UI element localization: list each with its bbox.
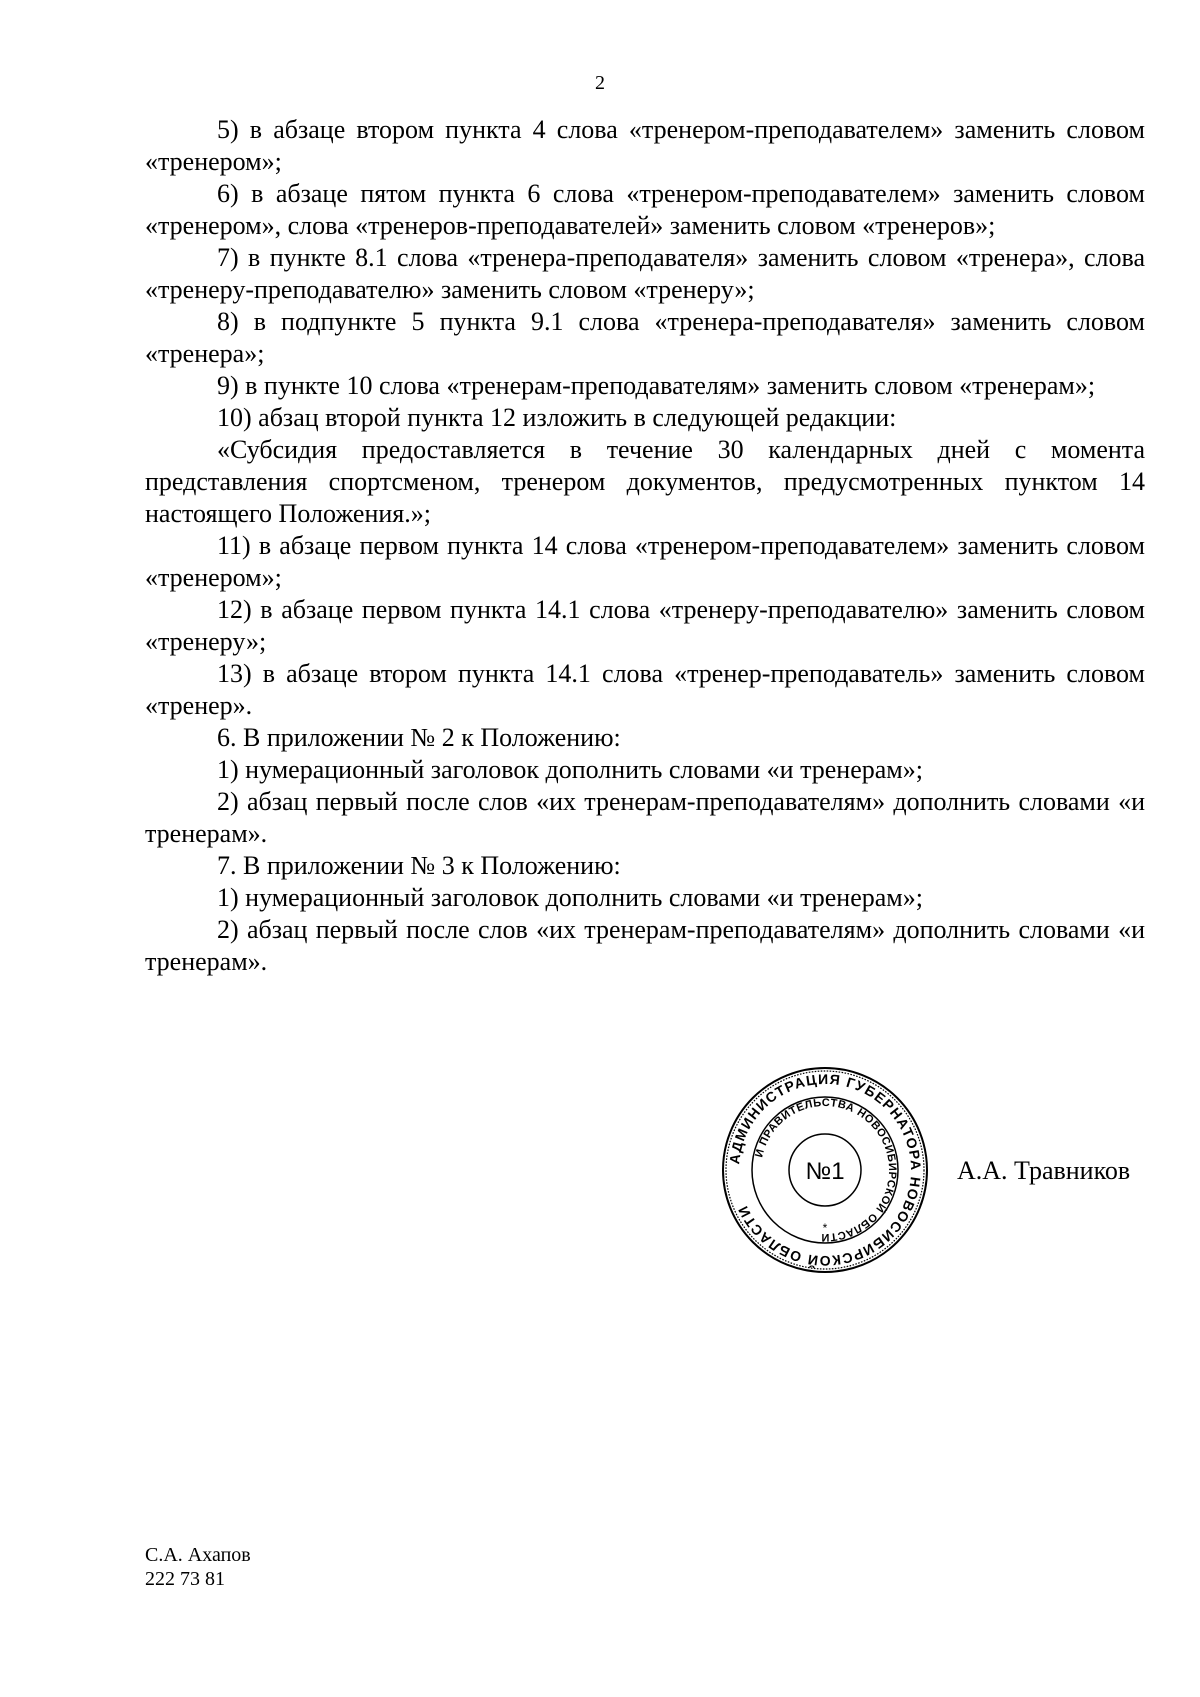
paragraph: 2) абзац первый после слов «их тренерам-преподавателям» дополнить словами «и тренерам».	[145, 915, 1145, 976]
executor-info	[145, 1543, 251, 1591]
paragraph: 6) в абзаце пятом пункта 6 слова «тренером-преподавателем» заменить словом «тренером», слова «тренеров-преподавателей» заменить словом «тренеров»;	[145, 179, 1145, 240]
paragraph: 12) в абзаце первом пункта 14.1 слова «тренеру-преподавателю» заменить словом «тренеру»;	[145, 595, 1145, 656]
seal-center-text: №1	[805, 1158, 845, 1185]
seal-inner-text: И ПРАВИТЕЛЬСТВА НОВОСИБИРСКОЙ ОБЛАСТИ	[753, 1096, 899, 1244]
executor-name: С.А. Ахапов	[145, 1544, 251, 1566]
paragraph: 9) в пункте 10 слова «тренерам-преподавателям» заменить словом «тренерам»;	[217, 371, 1096, 400]
seal-outer-text: АДМИНИСТРАЦИЯ ГУБЕРНАТОРА НОВОСИБИРСКОЙ ОБЛАСТИ	[726, 1070, 925, 1270]
document-body	[145, 114, 1145, 978]
paragraph: «Субсидия предоставляется в течение 30 календарных дней с момента представления спортсменом, тренером документов, предусмотренных пунктом 14 настоящего Положения.»;	[145, 435, 1145, 528]
paragraph: 8) в подпункте 5 пункта 9.1 слова «тренера-преподавателя» заменить словом «тренера»;	[145, 307, 1145, 368]
paragraph: 5) в абзаце втором пункта 4 слова «тренером-преподавателем» заменить словом «тренером»;	[145, 115, 1145, 176]
paragraph: 7) в пункте 8.1 слова «тренера-преподавателя» заменить словом «тренера», слова «тренеру-преподавателю» заменить словом «тренеру»;	[145, 243, 1145, 304]
page-number: 2	[595, 72, 605, 94]
executor-phone: 222 73 81	[145, 1568, 225, 1590]
paragraph: 7. В приложении № 3 к Положению:	[217, 851, 621, 880]
official-seal	[720, 1065, 930, 1275]
signature-block	[720, 1065, 1150, 1285]
paragraph: 2) абзац первый после слов «их тренерам-преподавателям» дополнить словами «и тренерам».	[145, 787, 1145, 848]
paragraph: 10) абзац второй пункта 12 изложить в следующей редакции:	[217, 403, 897, 432]
paragraph: 6. В приложении № 2 к Положению:	[217, 723, 621, 752]
paragraph: 11) в абзаце первом пункта 14 слова «тренером-преподавателем» заменить словом «тренером»;	[145, 531, 1145, 592]
paragraph: 1) нумерационный заголовок дополнить словами «и тренерам»;	[217, 755, 923, 784]
seal-star-icon: *	[822, 1221, 828, 1235]
signer-name: А.А. Травников	[957, 1156, 1131, 1185]
paragraph: 13) в абзаце втором пункта 14.1 слова «тренер-преподаватель» заменить словом «тренер».	[145, 659, 1145, 720]
paragraph: 1) нумерационный заголовок дополнить словами «и тренерам»;	[217, 883, 923, 912]
